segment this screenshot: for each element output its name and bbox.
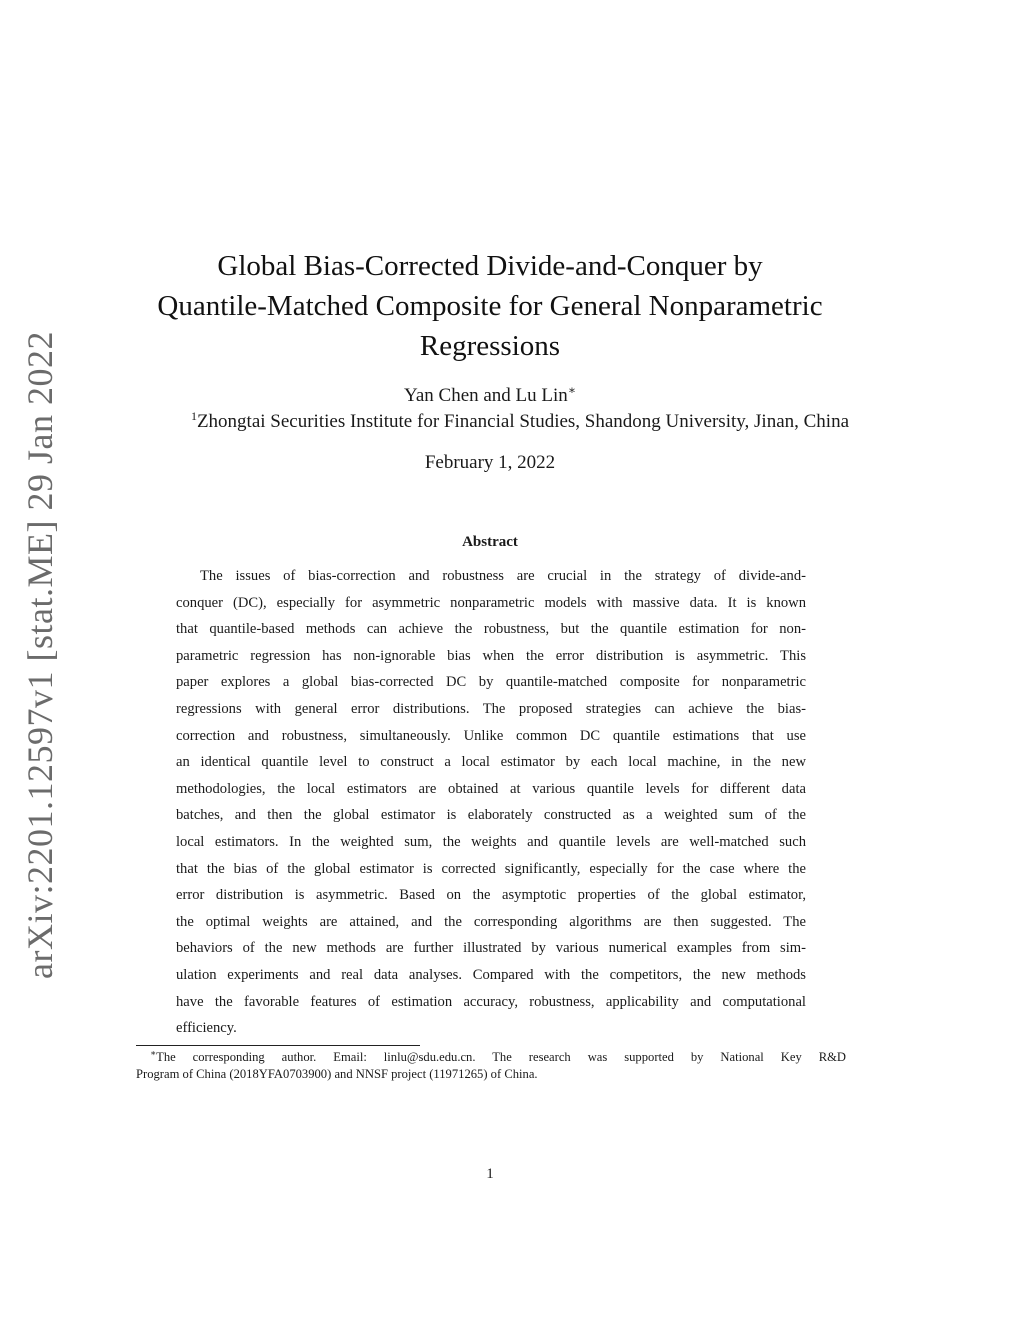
affiliation-marker: 1 [190, 409, 197, 423]
arxiv-side-stamp [10, 331, 70, 979]
author-footnote-marker: ∗ [567, 383, 576, 397]
title-line: Regressions [419, 330, 561, 362]
author-list [140, 385, 840, 407]
arxiv-identifier: arXiv:2201.12597v1 [stat.ME] 29 Jan 2022 [20, 331, 60, 979]
author-names: Yan Chen and Lu Lin [404, 385, 568, 406]
abstract-line: the optimal weights are attained, and the corresponding algorithms are then suggested. The [176, 913, 806, 930]
abstract-heading: Abstract [462, 534, 518, 550]
abstract-line: regressions with general error distributions. The proposed strategies can achieve the bias- [176, 700, 806, 717]
abstract-line: methodologies, the local estimators are obtained at various quantile levels for different data [176, 780, 806, 797]
footnote-line: Program of China (2018YFA0703900) and NNSF project (11971265) of China. [136, 1067, 538, 1081]
publication-date: February 1, 2022 [424, 452, 556, 473]
abstract-line: efficiency. [176, 1020, 237, 1037]
title-line: Global Bias-Corrected Divide-and-Conquer by [217, 250, 763, 282]
abstract-line: correction and robustness, simultaneously. Unlike common DC quantile estimations that use [176, 727, 806, 744]
abstract-body [176, 563, 806, 1042]
page-number: 1 [486, 1166, 494, 1182]
abstract-line: local estimators. In the weighted sum, the weights and quantile levels are well-matched such [176, 833, 806, 850]
abstract-line: ulation experiments and real data analyses. Compared with the competitors, the new methods [176, 966, 806, 983]
affiliation [80, 411, 960, 433]
footnote-text: The corresponding author. Email: linlu@sdu.edu.cn. The research was supported by National Key R&D [156, 1050, 846, 1064]
abstract-line: have the favorable features of estimation accuracy, robustness, applicability and computational [176, 993, 806, 1010]
footnote-marker: ∗ [150, 1048, 157, 1058]
affiliation-text: Zhongtai Securities Institute for Financial Studies, Shandong University, Jinan, China [196, 411, 850, 432]
footnote-line [136, 1049, 846, 1066]
abstract-line: batches, and then the global estimator is elaborately constructed as a weighted sum of the [176, 807, 806, 824]
footnote-divider [136, 1045, 420, 1046]
abstract-line: an identical quantile level to construct a local estimator by each local machine, in the new [176, 754, 806, 771]
abstract-line: paper explores a global bias-corrected DC by quantile-matched composite for nonparametric [176, 674, 806, 691]
abstract-line: error distribution is asymmetric. Based on the asymptotic properties of the global estimator, [176, 887, 806, 904]
abstract-line: The issues of bias-correction and robustness are crucial in the strategy of divide-and- [200, 568, 806, 584]
title-line: Quantile-Matched Composite for General Nonparametric [157, 290, 823, 322]
abstract-line: conquer (DC), especially for asymmetric nonparametric models with massive data. It is known [176, 594, 806, 611]
paper-title [140, 246, 840, 366]
abstract-line: that the bias of the global estimator is corrected significantly, especially for the case where the [176, 860, 806, 877]
abstract-line: parametric regression has non-ignorable bias when the error distribution is asymmetric. This [176, 647, 806, 664]
abstract-line: behaviors of the new methods are further illustrated by various numerical examples from sim- [176, 940, 806, 957]
footnote [136, 1049, 846, 1083]
abstract-line: that quantile-based methods can achieve the robustness, but the quantile estimation for non- [176, 621, 806, 638]
